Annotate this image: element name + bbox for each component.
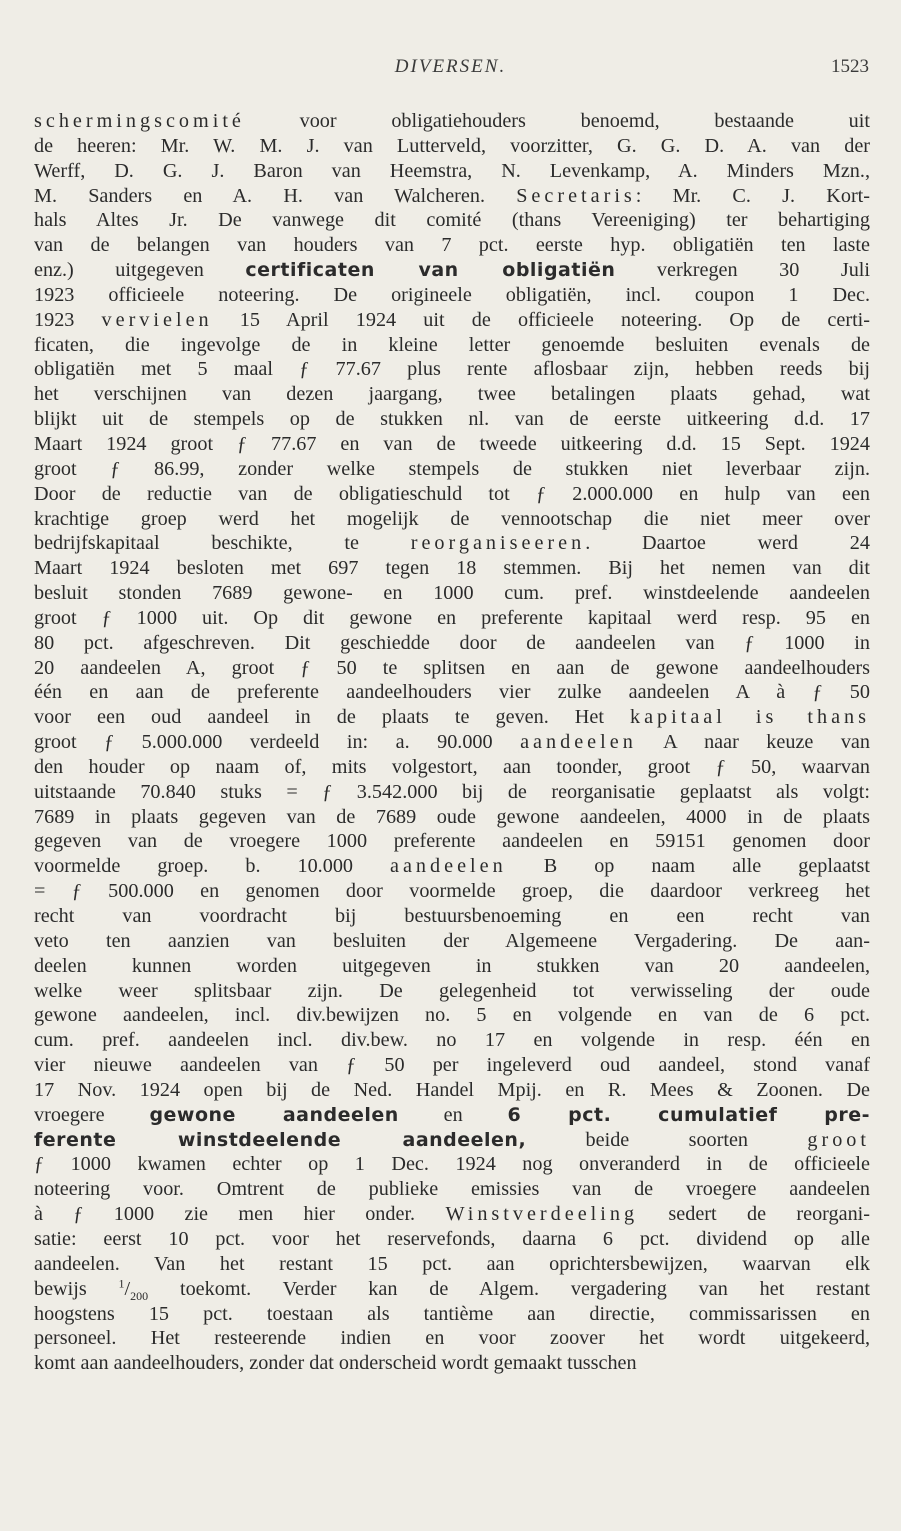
text-line: [34, 805, 870, 830]
running-header: [0, 56, 901, 86]
text-line: [34, 879, 870, 904]
text-line: [34, 1128, 870, 1153]
text-run: 200: [130, 1288, 149, 1302]
text-run: komt aan aandeelhouders, zonder dat onderscheid wordt gemaakt tusschen: [34, 1352, 637, 1375]
text-run: ƒ 1000 kwamen echter op 1 Dec. 1924 nog onveranderd in de officieele: [34, 1153, 870, 1176]
spaced-phrase: kapitaal is thans: [629, 706, 870, 729]
text-line: [34, 1078, 870, 1103]
spaced-phrase: Winstverdeeling: [445, 1203, 639, 1226]
text-run: bedrijfskapitaal beschikte, te: [34, 532, 411, 555]
text-run: ficaten, die ingevolge de in kleine letter genoemde besluiten evenals de: [34, 333, 870, 356]
text-run: Werff, D. G. J. Baron van Heemstra, N. Levenkamp, A. Minders Mzn.,: [34, 159, 870, 182]
text-run: 17 Nov. 1924 open bij de Ned. Handel Mpij. en R. Mees & Zoonen. De: [34, 1078, 870, 1101]
text-run: beide soorten: [526, 1128, 808, 1151]
text-line: [34, 854, 870, 879]
text-run: deelen kunnen worden uitgegeven in stukken van 20 aandeelen,: [34, 954, 870, 977]
text-run: groot ƒ 5.000.000 verdeeld in: a. 90.000: [34, 731, 521, 754]
text-run: . Daartoe werd 24: [585, 532, 870, 555]
text-line: [34, 159, 870, 184]
text-line: [34, 531, 870, 556]
text-run: welke weer splitsbaar zijn. De gelegenheid tot verwisseling der oude: [34, 979, 870, 1002]
text-run: het verschijnen van dezen jaargang, twee betalingen plaats gehad, wat: [34, 383, 870, 406]
text-line: [34, 780, 870, 805]
text-run: cum. pref. aandeelen incl. div.bew. no 17 en volgende in resp. één en: [34, 1029, 870, 1052]
text-line: [34, 184, 870, 209]
text-run: : Mr. C. J. Kort-: [635, 184, 870, 207]
text-run: gewone aandeelen, incl. div.bewijzen no. 5 en volgende en van de 6 pct.: [34, 1004, 870, 1027]
text-run: /: [124, 1277, 131, 1300]
text-line: [34, 109, 870, 134]
text-line: [34, 1028, 870, 1053]
text-run: 1923 officieele noteering. De origineele obligatiën, incl. coupon 1 Dec.: [34, 283, 870, 306]
text-line: [34, 829, 870, 854]
text-line: [34, 1003, 870, 1028]
text-run: B op naam alle geplaatst: [506, 855, 870, 878]
text-run: 20 aandeelen A, groot ƒ 50 te splitsen en aan de gewone aandeelhouders: [34, 656, 870, 679]
text-run: groot ƒ 86.99, zonder welke stempels de stukken niet leverbaar zijn.: [34, 457, 870, 480]
text-line: [34, 382, 870, 407]
text-line: [34, 904, 870, 929]
text-run: 1: [118, 1276, 125, 1290]
text-line: [34, 755, 870, 780]
page-number: 1523: [831, 56, 869, 77]
text-run: en: [398, 1103, 508, 1126]
text-run: noteering voor. Omtrent de publieke emissies van de vroegere aandeelen: [34, 1178, 870, 1201]
spaced-phrase: groot: [807, 1128, 870, 1151]
text-run: uitstaande 70.840 stuks = ƒ 3.542.000 bij de reorganisatie geplaatst als volgt:: [34, 780, 870, 803]
text-run: krachtige groep werd het mogelijk de vennootschap die niet meer over: [34, 507, 870, 530]
text-line: [34, 705, 870, 730]
text-line: [34, 208, 870, 233]
text-line: [34, 1302, 870, 1327]
text-run: vroegere: [34, 1103, 150, 1126]
text-line: [34, 581, 870, 606]
text-line: [34, 457, 870, 482]
running-title: DIVERSEN.: [394, 56, 507, 77]
text-run: 1923: [34, 308, 102, 331]
text-line: [34, 1202, 870, 1227]
text-run: aandeelen. Van het restant 15 pct. aan oprichtersbewijzen, waarvan elk: [34, 1252, 870, 1275]
text-run: besluit stonden 7689 gewone- en 1000 cum. pref. winstdeelende aandeelen: [34, 582, 870, 605]
text-line: [34, 656, 870, 681]
text-run: den houder op naam of, mits volgestort, aan toonder, groot ƒ 50, waarvan: [34, 755, 870, 778]
text-run: recht van voordracht bij bestuursbenoeming en een recht van: [34, 905, 870, 927]
text-run: voor obligatiehouders benoemd, bestaande uit: [244, 110, 870, 132]
text-run: obligatiën met 5 maal ƒ 77.67 plus rente aflosbaar zijn, hebben reeds bij: [34, 358, 870, 381]
spaced-phrase: schermingscomité: [34, 110, 245, 132]
text-line: [34, 357, 870, 382]
bold-phrase: gewone aandeelen: [149, 1103, 399, 1126]
text-line: [34, 680, 870, 705]
text-run: voor een oud aandeel in de plaats te geven. Het: [34, 706, 630, 729]
text-line: [34, 233, 870, 258]
text-run: = ƒ 500.000 en genomen door voormelde groep, die daardoor verkreeg het: [34, 880, 870, 903]
text-run: sedert de reorgani-: [638, 1203, 870, 1226]
text-line: [34, 308, 870, 333]
text-line: [34, 954, 870, 979]
text-run: toekomt. Verder kan de Algem. vergadering van het restant: [148, 1277, 870, 1300]
text-line: [34, 1103, 870, 1128]
text-line: [34, 482, 870, 507]
text-run: enz.) uitgegeven: [34, 259, 246, 282]
text-line: [34, 333, 870, 358]
text-line: [34, 979, 870, 1004]
text-run: 80 pct. afgeschreven. Dit geschiedde door de aandeelen van ƒ 1000 in: [34, 631, 870, 654]
text-line: [34, 631, 870, 656]
text-line: [34, 407, 870, 432]
text-line: [34, 432, 870, 457]
text-line: [34, 283, 870, 308]
bold-phrase: certificaten van obligatiën: [245, 259, 616, 282]
text-run: groot ƒ 1000 uit. Op dit gewone en preferente kapitaal werd resp. 95 en: [34, 606, 870, 629]
text-run: blijkt uit de stempels op de stukken nl. van de eerste uitkeering d.d. 17: [34, 408, 870, 431]
text-run: M. Sanders en A. H. van Walcheren.: [34, 184, 517, 207]
text-line: [34, 1177, 870, 1202]
text-run: hals Altes Jr. De vanwege dit comité (thans Vereeniging) ter behartiging: [34, 209, 870, 232]
text-line: [34, 1227, 870, 1252]
text-run: 15 April 1924 uit de officieele noteering. Op de certi-: [212, 308, 870, 331]
text-run: A naar keuze van: [636, 731, 870, 754]
text-run: Maart 1924 groot ƒ 77.67 en van de tweede uitkeering d.d. 15 Sept. 1924: [34, 432, 870, 455]
text-run: Door de reductie van de obligatieschuld tot ƒ 2.000.000 en hulp van een: [34, 482, 870, 505]
spaced-phrase: reorganiseeren: [410, 532, 586, 555]
spaced-phrase: Secretaris: [516, 184, 636, 207]
text-run: voormelde groep. b. 10.000: [34, 855, 391, 878]
bold-phrase: ferente winstdeelende aandeelen,: [34, 1128, 527, 1151]
text-run: 7689 in plaats gegeven van de 7689 oude gewone aandeelen, 4000 in de plaats: [34, 805, 870, 828]
text-line: [34, 1152, 870, 1177]
text-run: personeel. Het resteerende indien en voor zoover het wordt uitgekeerd,: [34, 1327, 870, 1350]
text-run: bewijs: [34, 1277, 119, 1300]
text-line: [34, 556, 870, 581]
spaced-phrase: vervielen: [101, 308, 213, 331]
text-line: [34, 1277, 870, 1302]
text-run: veto ten aanzien van besluiten der Algemeene Vergadering. De aan-: [34, 929, 870, 952]
text-line: [34, 730, 870, 755]
text-line: [34, 1326, 870, 1351]
spaced-phrase: aandeelen: [520, 731, 637, 754]
text-line: [34, 606, 870, 631]
text-line: [34, 1351, 870, 1376]
text-line: [34, 929, 870, 954]
bold-phrase: 6 pct. cumulatief pre-: [507, 1103, 870, 1126]
text-run: van de belangen van houders van 7 pct. eerste hyp. obligatiën ten laste: [34, 234, 870, 257]
spaced-phrase: aandeelen: [390, 855, 507, 878]
text-line: [34, 1053, 870, 1078]
text-run: één en aan de preferente aandeelhouders vier zulke aandeelen A à ƒ 50: [34, 681, 870, 704]
text-run: de heeren: Mr. W. M. J. van Lutterveld, voorzitter, G. G. D. A. van der: [34, 134, 870, 157]
text-run: Maart 1924 besloten met 697 tegen 18 stemmen. Bij het nemen van dit: [34, 557, 870, 580]
text-run: hoogstens 15 pct. toestaan als tantième aan directie, commissarissen en: [34, 1302, 870, 1325]
text-run: vier nieuwe aandeelen van ƒ 50 per ingeleverd oud aandeel, stond vanaf: [34, 1054, 870, 1077]
body-text: [34, 109, 870, 1376]
text-run: gegeven van de vroegere 1000 preferente aandeelen en 59151 genomen door: [34, 830, 870, 853]
text-run: satie: eerst 10 pct. voor het reservefonds, daarna 6 pct. dividend op alle: [34, 1227, 870, 1250]
text-run: verkregen 30 Juli: [615, 259, 870, 282]
text-line: [34, 1252, 870, 1277]
text-line: [34, 134, 870, 159]
text-line: [34, 258, 870, 283]
text-line: [34, 507, 870, 532]
text-run: à ƒ 1000 zie men hier onder.: [34, 1203, 446, 1226]
